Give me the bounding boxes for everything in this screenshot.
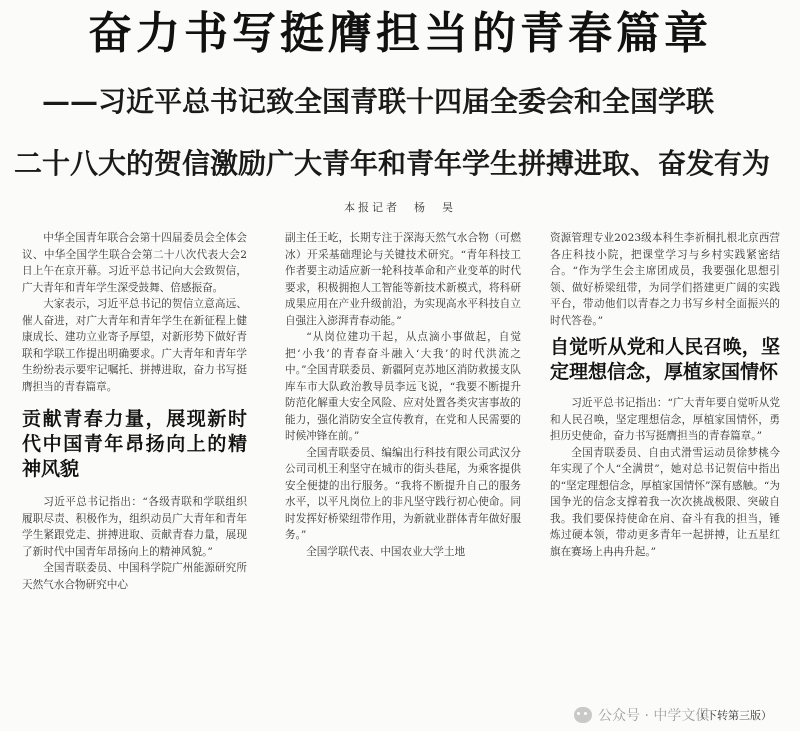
wechat-icon [574,707,592,723]
paragraph: 副主任王屹，长期专注于深海天然气水合物（可燃冰）开采基础理论与关键技术研究。“青年科技工作者要主动适应新一轮科技革命和产业变革的时代要求，积极拥抱人工智能等新技术新模式，将科研成果应用在产业升级前沿，为实现高水平科技自立自强注入澎湃青春动能。” [285,232,521,327]
section-heading: 贡献青春力量，展现新时代中国青年昂扬向上的精神风貌 [22,408,247,480]
paragraph: “从岗位建功干起，从点滴小事做起，自觉把‘小我’的青春奋斗融入‘大我’的时代洪流之中。”全国青联委员、新疆阿克苏地区消防救援支队库车市大队政治教导员李远飞说，“我要不断提升防范化解重大安全风险、应对处置各类灾害事故的能力，强化消防安全宣传教育，在党和人民需要的时候冲锋在前。” [285,331,521,442]
headline: 奋力书写挺膺担当的青春篇章 [88,8,712,59]
paragraph: 全国学联代表、中国农业大学土地 [306,545,466,558]
paragraph: 习近平总书记指出：“广大青年要自觉听从党和人民召唤，坚定理想信念，厚植家国情怀，勇担历史使命，奋力书写挺膺担当的青春篇章。” [550,397,780,442]
paragraph: 全国青联委员、编编出行科技有限公司武汉分公司司机王利坚守在城市的街头巷尾，为乘客提供安全便捷的出行服务。“我将不断提升自己的服务水平，以平凡岗位上的非凡坚守践行初心使命。同时发挥好桥梁纽带作用，为新就业群体青年做好服务。” [285,446,521,541]
paragraph: 全国青联委员、中国科学院广州能源研究所天然气水合物研究中心 [22,562,247,591]
paragraph: 大家表示，习近平总书记的贺信立意高远、催人奋进，对广大青年和青年学生在新征程上健康成长、建功立业寄予厚望，对新形势下做好青联和学联工作提出明确要求。广大青年和青年学生纷纷表示要牢记嘱托、拼搏进取，奋力书写挺膺担当的青春篇章。 [22,298,247,393]
byline: 本报记者 杨 昊 [344,201,456,214]
subheadline-line-2: 二十八大的贺信激励广大青年和青年学生拼搏进取、奋发有为 [14,147,771,180]
watermark-label: 公众号 · 中学文俱 [598,708,710,724]
paragraph: 全国青联委员、自由式滑雪运动员徐梦桃今年实现了个人“全满贯”，她对总书记贺信中指出的“坚定理想信念，厚植家国情怀”深有感触。“为国争光的信念支撑着我一次次挑战极限、突破自我。我们要保持使命在肩、奋斗有我的担当，锤炼过硬本领，带动更多青年一起拼搏，让五星红旗在赛场上冉冉升起。” [550,446,780,558]
paragraph: 中华全国青年联合会第十四届委员会全体会议、中华全国学生联合会第二十八次代表大会2日上午在京开幕。习近平总书记向大会致贺信，广大青年和青年学生深受鼓舞、倍感振奋。 [22,232,247,294]
paragraph: 习近平总书记指出：“各级青联和学联组织履职尽责、积极作为，组织动员广大青年和青年学生紧跟党走、拼搏进取、贡献青春力量，展现了新时代中国青年昂扬向上的精神风貌。” [22,496,247,558]
watermark [574,705,709,725]
section-heading: 自觉听从党和人民召唤，坚定理想信念，厚植家国情怀 [550,336,780,383]
article-column-2 [285,230,521,560]
paragraph: 资源管理专业2023级本科生李祈桐扎根北京西营各庄科技小院，把课堂学习与乡村实践紧密结合。“作为学生会主席团成员，我要强化思想引领、做好桥梁纽带，为同学们搭建更广阔的实践平台，带动他们以青春之力书写乡村全面振兴的时代答卷。” [550,232,780,327]
subheadline-line-1: ——习近平总书记致全国青联十四届全委会和全国学联 [42,85,715,118]
continued-note: （下转第三版） [695,709,772,722]
article-column-1 [22,230,247,593]
article-column-3 [550,230,780,560]
